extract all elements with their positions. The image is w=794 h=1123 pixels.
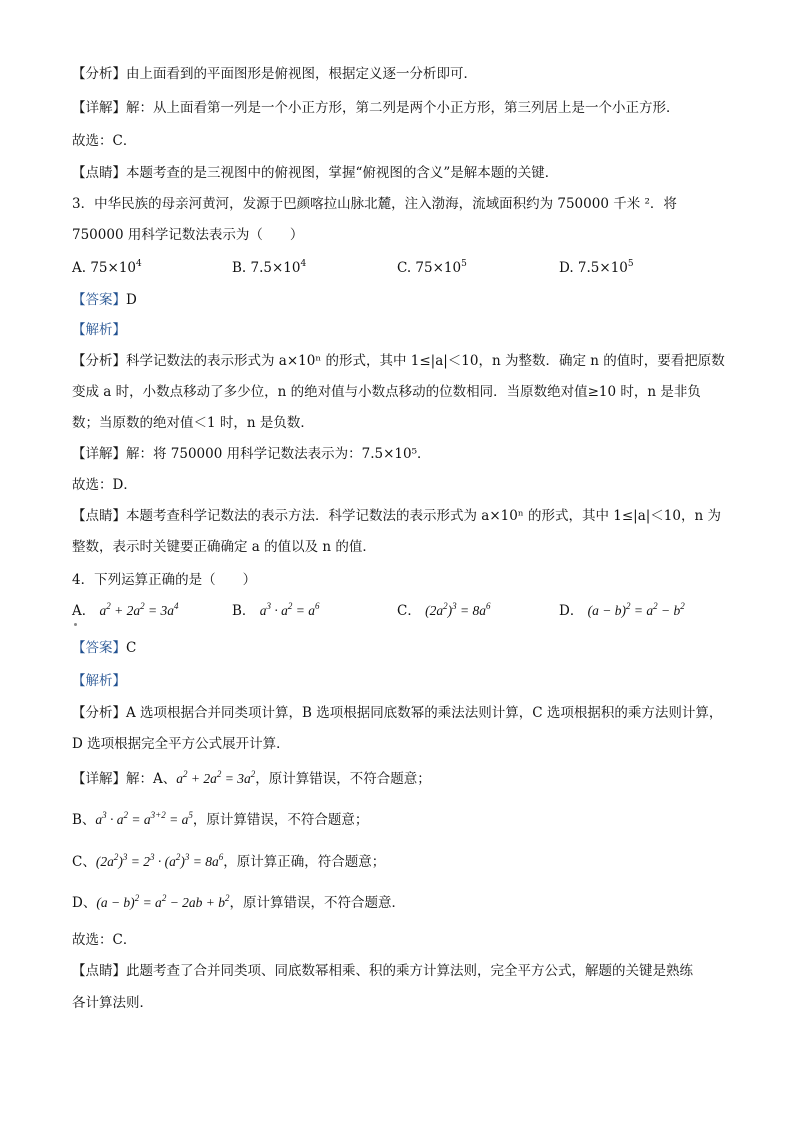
q3-analysis-line-3: 数；当原数的绝对值＜1 时，n 是负数． <box>72 415 314 431</box>
q4-option-c: C． $(2a^2)^3 = 8a^6$ <box>397 601 491 619</box>
comment-text: 本题考查科学记数法的表示方法．科学记数法的表示形式为 a×10ⁿ 的形式，其中 1≤|a|＜10，n 为 <box>126 508 721 524</box>
formula-a: $a^2 + 2a^2 = 3a^4$ <box>99 601 179 618</box>
q4-choice-line: 故选：C． <box>72 932 137 948</box>
formula-b: $a^3 \cdot a^2 = a^6$ <box>259 601 320 618</box>
q3-stem-line-1: 3．中华民族的母亲河黄河，发源于巴颜喀拉山脉北麓，注入渤海，流域面积约为 750000 千米 ²．将 <box>72 196 677 212</box>
q4-option-d: D． $(a - b)^2 = a^2 - b^2$ <box>559 601 685 619</box>
analysis-text: 科学记数法的表示形式为 a×10ⁿ 的形式，其中 1≤|a|＜10，n 为整数．确定 n 的值时，要看把原数 <box>126 353 725 369</box>
q2-detail-line <box>72 98 680 118</box>
answer-value: D <box>126 292 137 308</box>
q4-analysis-line-2: D 选项根据完全平方公式展开计算． <box>72 736 290 752</box>
comment-tag: 【点睛】 <box>72 508 126 524</box>
q4-detail-b: B、$a^3 \cdot a^2 = a^{3+2} = a^5$，原计算错误，不符合题意； <box>72 810 369 828</box>
detail-text: 解：将 750000 用科学记数法表示为：7.5×10⁵． <box>126 446 431 462</box>
q3-option-c: C. $75\times 10^5$ <box>397 259 467 276</box>
q4-analysis-line-1 <box>72 703 722 723</box>
formula-detail-b: $a^3 \cdot a^2 = a^{3+2} = a^5$ <box>95 810 193 827</box>
q3-option-b: B. $7.5\times 10^4$ <box>232 259 307 276</box>
marker-dot <box>74 623 77 626</box>
detail-text: 解：从上面看第一列是一个小正方形，第二列是两个小正方形，第三列居上是一个小正方形． <box>126 100 680 116</box>
comment-tag: 【点睛】 <box>72 165 126 181</box>
q3-detail-line <box>72 444 431 464</box>
answer-tag: 【答案】 <box>72 292 126 308</box>
q4-detail-c: C、$(2a^2)^3 = 2^3 \cdot (a^2)^3 = 8a^6$，原计算正确，符合题意； <box>72 852 386 870</box>
detail-tag: 【详解】 <box>72 446 126 462</box>
q4-stem: 4．下列运算正确的是（ ） <box>72 572 257 588</box>
analysis-tag: 【分析】 <box>72 705 126 721</box>
answer-value: C <box>126 640 137 656</box>
analysis-text: 由上面看到的平面图形是俯视图，根据定义逐一分析即可． <box>126 66 477 82</box>
q2-comment-line <box>72 163 558 183</box>
q4-solution-heading <box>72 671 126 691</box>
detail-tag: 【详解】 <box>72 771 126 787</box>
comment-tag: 【点睛】 <box>72 963 126 979</box>
q2-analysis-line <box>72 64 477 84</box>
q3-choice-line: 故选：D． <box>72 477 137 493</box>
q4-answer-line <box>72 638 136 658</box>
formula-detail-a: $a^2 + 2a^2 = 3a^2$ <box>176 769 256 786</box>
q3-comment-line-1 <box>72 506 721 526</box>
q3-analysis-line-1 <box>72 351 725 371</box>
solution-tag: 【解析】 <box>72 673 126 689</box>
answer-tag: 【答案】 <box>72 640 126 656</box>
formula-c: $(2a^2)^3 = 8a^6$ <box>425 601 491 618</box>
formula-detail-c: $(2a^2)^3 = 2^3 \cdot (a^2)^3 = 8a^6$ <box>95 852 224 869</box>
q3-analysis-line-2: 变成 a 时，小数点移动了多少位，n 的绝对值与小数点移动的位数相同．当原数绝对值≥10 时，n 是非负 <box>72 384 701 400</box>
solution-tag: 【解析】 <box>72 322 126 338</box>
analysis-tag: 【分析】 <box>72 353 126 369</box>
comment-text: 此题考查了合并同类项、同底数幂相乘、积的乘方计算法则，完全平方公式，解题的关键是熟练 <box>126 963 693 979</box>
q4-comment-line-1 <box>72 961 693 981</box>
detail-tag: 【详解】 <box>72 100 126 116</box>
q4-detail-a: 【详解】解：A、$a^2 + 2a^2 = 3a^2$，原计算错误，不符合题意； <box>72 769 431 787</box>
q3-option-d: D. $7.5\times 10^5$ <box>559 259 634 276</box>
q3-answer-line <box>72 290 137 310</box>
comment-text: 本题考查的是三视图中的俯视图，掌握“俯视图的含义”是解本题的关键． <box>126 165 559 181</box>
q2-choice-line: 故选：C． <box>72 133 137 149</box>
formula-detail-d: $(a - b)^2 = a^2 - 2ab + b^2$ <box>96 893 230 910</box>
q4-option-a: A． $a^2 + 2a^2 = 3a^4$ <box>72 601 179 619</box>
analysis-text: A 选项根据合并同类项计算，B 选项根据同底数幂的乘法法则计算，C 选项根据积的乘方法则计算， <box>126 705 723 721</box>
q3-stem-line-2: 750000 用科学记数法表示为（ ） <box>72 227 304 243</box>
q4-comment-line-2: 各计算法则． <box>72 995 153 1011</box>
formula-d: $(a - b)^2 = a^2 - b^2$ <box>587 601 685 618</box>
q4-option-b: B． $a^3 \cdot a^2 = a^6$ <box>232 601 320 619</box>
q3-comment-line-2: 整数，表示时关键要正确确定 a 的值以及 n 的值． <box>72 539 376 555</box>
q3-solution-heading <box>72 320 126 340</box>
q3-option-a: A. $75\times 10^4$ <box>72 259 142 276</box>
analysis-tag: 【分析】 <box>72 66 126 82</box>
q4-detail-d: D、$(a - b)^2 = a^2 - 2ab + b^2$，原计算错误，不符合题意． <box>72 893 406 911</box>
